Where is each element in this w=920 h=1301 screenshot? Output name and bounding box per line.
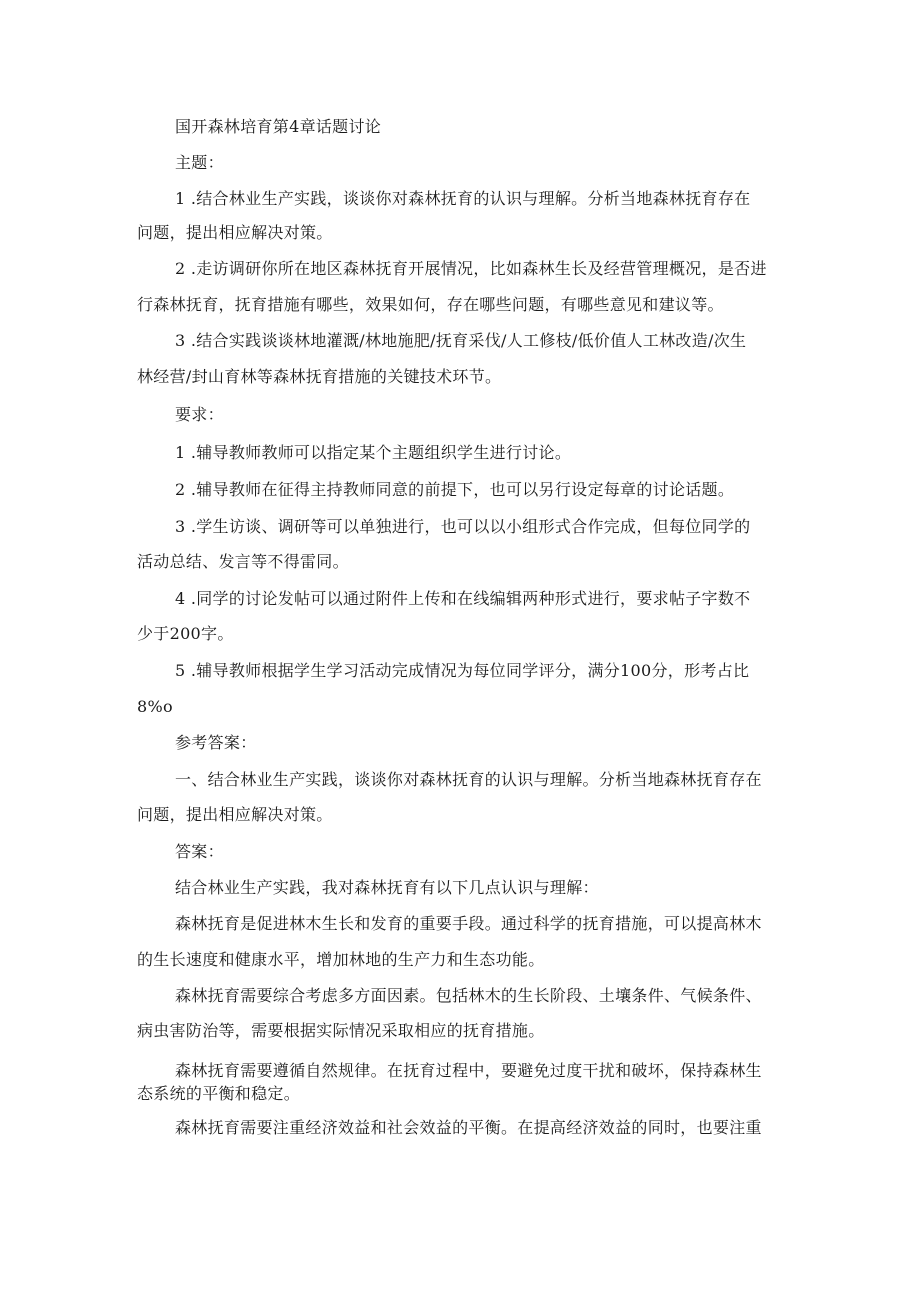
requirement-3-line-2: 活动总结、发言等不得雷同。	[137, 552, 349, 571]
requirement-1: 1 .辅导教师教师可以指定某个主题组织学生进行讨论。	[175, 443, 572, 462]
requirements-heading: 要求：	[175, 405, 224, 424]
requirement-4-line-1: 4 .同学的讨论发帖可以通过附件上传和在线编辑两种形式进行，要求帖子字数不	[175, 589, 751, 608]
document-title: 国开森林培育第4章话题讨论	[175, 117, 382, 136]
answer-intro: 结合林业生产实践，我对森林抚育有以下几点认识与理解：	[175, 878, 599, 897]
answer-heading: 答案：	[175, 842, 224, 861]
reference-heading: 参考答案：	[175, 733, 257, 752]
theme-2-line-1: 2 .走访调研你所在地区森林抚育开展情况，比如森林生长及经营管理概况，是否进	[175, 259, 767, 278]
requirement-4-line-2: 少于200字。	[137, 624, 234, 643]
answer-paragraph-2-line-1: 森林抚育需要综合考虑多方面因素。包括林木的生长阶段、土壤条件、气候条件、	[175, 986, 762, 1005]
answer-paragraph-3-line-2: 态系统的平衡和稳定。	[137, 1084, 301, 1103]
theme-3-line-1: 3 .结合实践谈谈林地灌溉/林地施肥/抚育采伐/人工修枝/低价值人工林改造/次生	[175, 331, 747, 350]
theme-2-line-2: 行森林抚育，抚育措施有哪些，效果如何，存在哪些问题，有哪些意见和建议等。	[137, 295, 724, 314]
answer-paragraph-4-line-1: 森林抚育需要注重经济效益和社会效益的平衡。在提高经济效益的同时，也要注重	[175, 1118, 762, 1137]
answer-paragraph-3-line-1: 森林抚育需要遵循自然规律。在抚育过程中，要避免过度干扰和破坏，保持森林生	[175, 1061, 762, 1080]
theme-3-line-2: 林经营/封山育林等森林抚育措施的关键技术环节。	[137, 367, 502, 386]
answer-paragraph-1-line-1: 森林抚育是促进林木生长和发育的重要手段。通过科学的抚育措施，可以提高林木	[175, 914, 762, 933]
requirement-2: 2 .辅导教师在征得主持教师同意的前提下，也可以另行设定每章的讨论话题。	[175, 480, 735, 499]
question-line-1: 一、结合林业生产实践，谈谈你对森林抚育的认识与理解。分析当地森林抚育存在	[175, 770, 762, 789]
answer-paragraph-1-line-2: 的生长速度和健康水平，增加林地的生产力和生态功能。	[137, 950, 545, 969]
requirement-5-line-1: 5 .辅导教师根据学生学习活动完成情况为每位同学评分，满分100分，形考占比	[175, 661, 750, 680]
theme-1-line-1: 1 .结合林业生产实践，谈谈你对森林抚育的认识与理解。分析当地森林抚育存在	[175, 189, 751, 208]
answer-paragraph-2-line-2: 病虫害防治等，需要根据实际情况采取相应的抚育措施。	[137, 1021, 545, 1040]
theme-heading: 主题：	[175, 153, 224, 172]
requirement-5-line-2: 8%o	[137, 697, 173, 716]
theme-1-line-2: 问题，提出相应解决对策。	[137, 223, 333, 242]
question-line-2: 问题，提出相应解决对策。	[137, 805, 333, 824]
requirement-3-line-1: 3 .学生访谈、调研等可以单独进行，也可以以小组形式合作完成，但每位同学的	[175, 517, 751, 536]
